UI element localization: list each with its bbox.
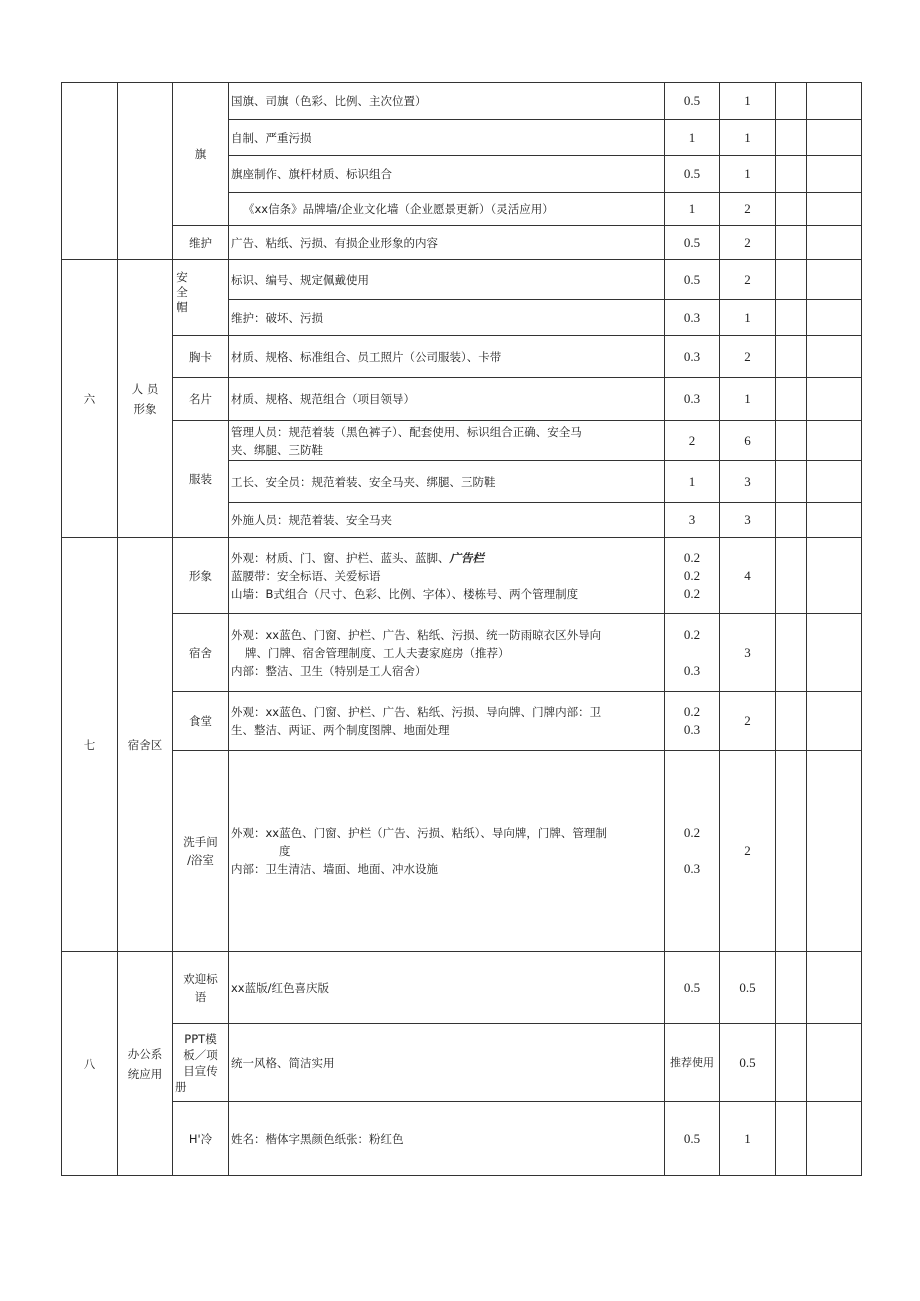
empty-cell <box>776 336 807 378</box>
score-cell: 2 <box>665 421 720 461</box>
max-cell: 2 <box>720 193 776 226</box>
table-row <box>62 538 862 614</box>
empty-cell <box>807 260 862 300</box>
content-cell: 统一风格、简洁实用 <box>229 1024 665 1102</box>
section-number-six: 六 <box>62 260 118 538</box>
empty-cell <box>807 1024 862 1102</box>
category-line: 形象 <box>133 401 157 416</box>
empty-cell <box>776 538 807 614</box>
max-cell: 1 <box>720 120 776 156</box>
item-label-flag: 旗 <box>173 83 229 226</box>
empty-cell <box>807 614 862 692</box>
max-cell: 2 <box>720 226 776 260</box>
max-cell: 1 <box>720 156 776 193</box>
table-row <box>62 614 862 692</box>
table-row <box>62 1102 862 1176</box>
empty-cell <box>776 260 807 300</box>
score-cell: 0.3 <box>665 378 720 421</box>
score-cell: 0.5 <box>665 260 720 300</box>
item-label-dormitory: 宿舍 <box>173 614 229 692</box>
empty-cell <box>807 692 862 751</box>
item-label-ppt-template: PPT模 板／项 目宣传 册 <box>173 1024 229 1102</box>
empty-cell <box>807 300 862 336</box>
content-cell: 外观：xx蓝色、门窗、护栏（广告、污损、粘纸）、导向牌，门牌、管理制 度 内部：卫生清洁、墙面、地面、冲水设施 <box>229 751 665 952</box>
empty-cell <box>807 421 862 461</box>
empty-cell <box>776 1024 807 1102</box>
item-label-canteen: 食堂 <box>173 692 229 751</box>
evaluation-table <box>61 82 862 1176</box>
score-cell: 1 <box>665 461 720 503</box>
empty-cell <box>776 461 807 503</box>
empty-cell <box>776 193 807 226</box>
empty-cell <box>776 300 807 336</box>
max-cell: 1 <box>720 378 776 421</box>
content-cell: 外观：xx蓝色、门窗、护栏、广告、粘纸、污损、统一防雨晾衣区外导向 牌、门牌、宿舍管理制度、工人夫妻家庭房（推荐） 内部：整洁、卫生（特别是工人宿舍） <box>229 614 665 692</box>
content-cell: 管理人员：规范着装（黑色裤子）、配套使用、标识组合正确、安全马 夹、绑腿、三防鞋 <box>229 421 665 461</box>
empty-cell <box>776 614 807 692</box>
content-cell: 外观：xx蓝色、门窗、护栏、广告、粘纸、污损、导向牌、门牌内部：卫 生、整洁、两证、两个制度图牌、地面处理 <box>229 692 665 751</box>
score-cell: 0.3 <box>665 300 720 336</box>
empty-cell <box>807 538 862 614</box>
empty-cell <box>807 378 862 421</box>
score-cell: 0.2 0.3 <box>665 692 720 751</box>
empty-cell <box>807 751 862 952</box>
table-row <box>62 336 862 378</box>
score-cell: 1 <box>665 120 720 156</box>
empty-cell <box>807 83 862 120</box>
max-cell: 2 <box>720 692 776 751</box>
category-personnel-image <box>118 260 173 538</box>
table-row <box>62 692 862 751</box>
table-row <box>62 260 862 300</box>
table-row <box>62 751 862 952</box>
item-label-welcome-slogan: 欢迎标 语 <box>173 952 229 1024</box>
section-number-eight: 八 <box>62 952 118 1176</box>
item-label-image: 形象 <box>173 538 229 614</box>
score-cell: 3 <box>665 503 720 538</box>
category-cell <box>118 83 173 260</box>
max-cell: 2 <box>720 260 776 300</box>
content-cell: 外观：材质、门、窗、护栏、蓝头、蓝脚、广告栏 蓝腰带：安全标语、关爱标语 山墙：B式组合（尺寸、色彩、比例、字体）、楼栋号、两个管理制度 <box>229 538 665 614</box>
score-cell: 推荐使用 <box>665 1024 720 1102</box>
item-label-h: H'冷 <box>173 1102 229 1176</box>
empty-cell <box>807 503 862 538</box>
table-row <box>62 226 862 260</box>
category-dormitory-area: 宿舍区 <box>118 538 173 952</box>
score-cell: 0.5 <box>665 952 720 1024</box>
max-cell: 2 <box>720 751 776 952</box>
empty-cell <box>776 1102 807 1176</box>
table-row <box>62 1024 862 1102</box>
category-line: 人 员 <box>131 381 159 396</box>
max-cell: 1 <box>720 1102 776 1176</box>
max-cell: 0.5 <box>720 1024 776 1102</box>
empty-cell <box>776 83 807 120</box>
score-cell: 0.2 0.3 <box>665 751 720 952</box>
empty-cell <box>807 336 862 378</box>
content-cell: 旗座制作、旗杆材质、标识组合 <box>229 156 665 193</box>
max-cell: 6 <box>720 421 776 461</box>
max-cell: 3 <box>720 503 776 538</box>
score-cell: 0.5 <box>665 83 720 120</box>
empty-cell <box>776 120 807 156</box>
empty-cell <box>776 751 807 952</box>
content-cell: 材质、规格、规范组合（项目领导） <box>229 378 665 421</box>
score-cell: 0.5 <box>665 156 720 193</box>
empty-cell <box>776 421 807 461</box>
table-row <box>62 952 862 1024</box>
empty-cell <box>776 692 807 751</box>
content-cell: 维护：破坏、污损 <box>229 300 665 336</box>
empty-cell <box>776 952 807 1024</box>
empty-cell <box>807 1102 862 1176</box>
table-row <box>62 83 862 120</box>
item-label-helmet: 安全帽 <box>173 260 229 336</box>
content-cell: 国旗、司旗（色彩、比例、主次位置） <box>229 83 665 120</box>
item-label-badge: 胸卡 <box>173 336 229 378</box>
max-cell: 1 <box>720 83 776 120</box>
score-cell: 0.2 0.2 0.2 <box>665 538 720 614</box>
max-cell: 2 <box>720 336 776 378</box>
content-cell: 工长、安全员：规范着装、安全马夹、绑腿、三防鞋 <box>229 461 665 503</box>
content-cell: 姓名：楷体字黑颜色纸张：粉红色 <box>229 1102 665 1176</box>
content-cell: 外施人员：规范着装、安全马夹 <box>229 503 665 538</box>
empty-cell <box>776 503 807 538</box>
table-row <box>62 421 862 461</box>
content-cell: 自制、严重污损 <box>229 120 665 156</box>
category-office-system: 办公系 统应用 <box>118 952 173 1176</box>
score-cell: 0.2 0.3 <box>665 614 720 692</box>
content-cell: 标识、编号、规定佩戴使用 <box>229 260 665 300</box>
max-cell: 3 <box>720 614 776 692</box>
max-cell: 1 <box>720 300 776 336</box>
empty-cell <box>807 193 862 226</box>
max-cell: 4 <box>720 538 776 614</box>
score-cell: 0.3 <box>665 336 720 378</box>
item-label-clothing: 服装 <box>173 421 229 538</box>
score-cell: 1 <box>665 193 720 226</box>
score-cell: 0.5 <box>665 226 720 260</box>
empty-cell <box>807 952 862 1024</box>
max-cell: 0.5 <box>720 952 776 1024</box>
empty-cell <box>776 156 807 193</box>
empty-cell <box>807 226 862 260</box>
empty-cell <box>807 156 862 193</box>
empty-cell <box>807 461 862 503</box>
content-cell: 材质、规格、标准组合、员工照片（公司服装）、卡带 <box>229 336 665 378</box>
item-label-maintenance: 维护 <box>173 226 229 260</box>
item-label-business-card: 名片 <box>173 378 229 421</box>
max-cell: 3 <box>720 461 776 503</box>
section-number-seven: 七 <box>62 538 118 952</box>
empty-cell <box>807 120 862 156</box>
section-number-cell <box>62 83 118 260</box>
table-row <box>62 378 862 421</box>
content-cell: xx蓝版/红色喜庆版 <box>229 952 665 1024</box>
item-label-washroom: 洗手间 /浴室 <box>173 751 229 952</box>
content-cell: 广告、粘纸、污损、有损企业形象的内容 <box>229 226 665 260</box>
score-cell: 0.5 <box>665 1102 720 1176</box>
empty-cell <box>776 378 807 421</box>
empty-cell <box>776 226 807 260</box>
content-cell: 《xx信条》品牌墙/企业文化墙（企业愿景更新）（灵活应用） <box>229 193 665 226</box>
